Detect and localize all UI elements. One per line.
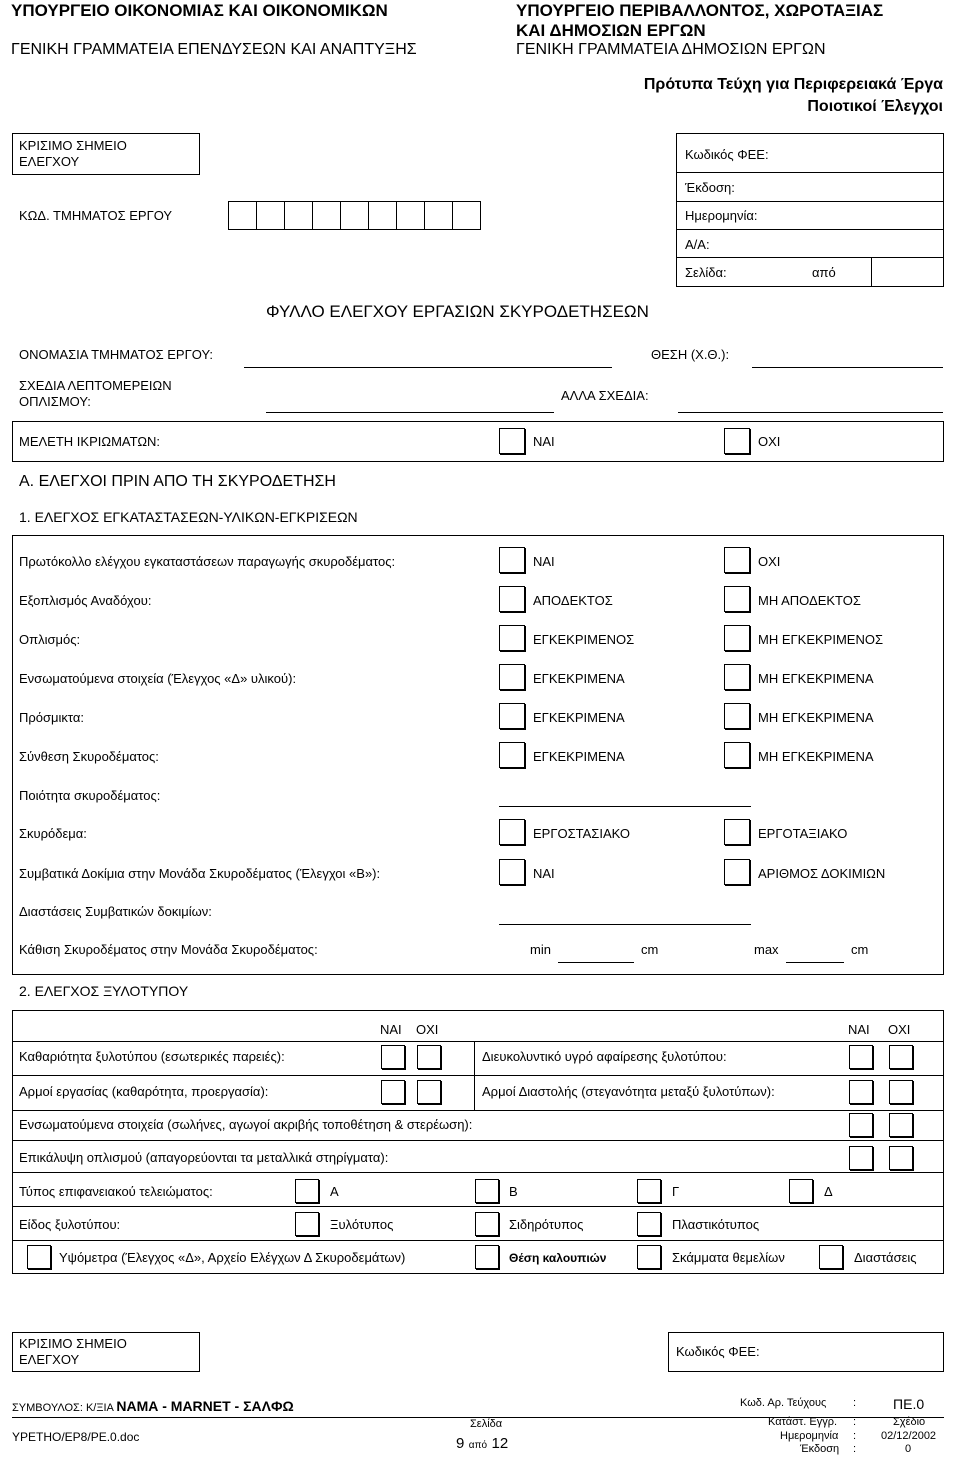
rebar-drawings-label [19,378,172,410]
finish-a-checkbox[interactable] [295,1179,319,1203]
site-concrete-label: ΕΡΓΟΤΑΞΙΑΚΟ [758,826,848,841]
row-divider [12,1206,944,1207]
specimens-label: Συμβατικά Δοκίμια στην Μονάδα Σκυροδέματος (Έλεγχοι «Β»): [19,866,381,881]
plastic-formwork-checkbox[interactable] [637,1212,661,1236]
finish-a-label: Α [330,1184,339,1199]
position-label: ΘΕΣΗ (Χ.Θ.): [651,347,730,362]
slump-min-unit: cm [641,942,659,957]
specimens-count-checkbox[interactable] [724,859,750,885]
wood-formwork-label: Ξυλότυπος [330,1217,394,1232]
row-divider [12,1110,944,1111]
option2-checkbox[interactable] [724,742,750,768]
specimen-dims-label: Διαστάσεις Συμβατικών δοκιμίων: [19,904,212,919]
position-field[interactable] [752,367,943,368]
rebar-cover-label: Επικάλυψη οπλισμού (απαγορεύονται τα μεταλλικά στηρίγματα): [19,1150,389,1165]
section-name-field[interactable] [244,367,612,368]
formwork-no-checkbox[interactable] [724,428,750,454]
dimensions-label: Διαστάσεις [854,1250,917,1265]
page-of-word: από [468,1440,488,1451]
meta-sep: : [853,1397,857,1409]
option1-label: ΕΓΚΕΚΡΙΜΕΝΑ [533,749,625,764]
consultant [12,1398,294,1414]
code-cell[interactable] [256,201,285,230]
expansion-joints-yes-checkbox[interactable] [849,1080,873,1104]
bottom-critical-point-label [19,1336,127,1368]
row-divider [12,1075,944,1076]
levels-checkbox[interactable] [27,1245,51,1269]
meta-key: Κατάστ. Εγγρ. [768,1416,838,1428]
finish-d-label: Δ [824,1184,833,1199]
info-divider [676,257,944,258]
formwork-yes-checkbox[interactable] [499,428,525,454]
code-cell[interactable] [312,201,341,230]
finish-b-label: Β [509,1184,518,1199]
consultant-names: ΝΑΜΑ - MARNET - ΣΑΛΦΩ [116,1398,294,1414]
option1-checkbox[interactable] [499,703,525,729]
meta-key: Έκδοση [800,1443,840,1455]
option2-checkbox[interactable] [724,664,750,690]
check-row-label: Οπλισμός: [19,632,81,647]
mold-position-checkbox[interactable] [475,1245,499,1269]
right-ministry-line1: ΥΠΟΥΡΓΕΙΟ ΠΕΡΙΒΑΛΛΟΝΤΟΣ, ΧΩΡΟΤΑΞΙΑΣ [516,1,884,20]
option2-label: ΟΧΙ [758,554,781,569]
cleanliness-label: Καθαριότητα ξυλοτύπου (εσωτερικές παρειές): [19,1049,285,1064]
work-joints-label: Αρμοί εργασίας (καθαρότητα, προεργασία): [19,1084,269,1099]
surface-finish-label: Τύπος επιφανειακού τελειώματος: [19,1184,213,1199]
foundation-pits-label: Σκάμματα θεμελίων [672,1250,785,1265]
option2-checkbox[interactable] [724,703,750,729]
bottom-critical-point-line2: ΕΛΕΓΧΟΥ [19,1352,80,1367]
option1-label: ΕΓΚΕΚΡΙΜΕΝΑ [533,710,625,725]
rebar-drawings-line1: ΣΧΕΔΙΑ ΛΕΠΤΟΜΕΡΕΙΩΝ [19,378,172,393]
check-row-label: Εξοπλισμός Αναδόχου: [19,593,152,608]
code-cell[interactable] [424,201,453,230]
check-row-label: Πρωτόκολλο ελέγχου εγκαταστάσεων παραγωγής σκυροδέματος: [19,554,396,569]
row-divider [12,1041,944,1042]
check-row-label: Πρόσμικτα: [19,710,84,725]
section-2-title: 2. ΕΛΕΓΧΟΣ ΞΥΛΟΤΥΠΟΥ [19,983,189,999]
option1-checkbox[interactable] [499,664,525,690]
embedded-items-label: Ενσωματούμενα στοιχεία (σωλήνες, αγωγοί ακριβής τοποθέτηση & στερέωση): [19,1117,473,1132]
formwork-yes-label: ΝΑΙ [533,434,555,449]
section-a-title: Α. ΕΛΕΓΧΟΙ ΠΡΙΝ ΑΠΟ ΤΗ ΣΚΥΡΟΔΕΤΗΣΗ [19,473,336,490]
no-header-right: ΟΧΙ [888,1022,911,1037]
slump-max-field[interactable] [786,962,844,963]
page-total: 12 [491,1435,509,1452]
critical-point-label [19,138,127,170]
option2-label: ΜΗ ΑΠΟΔΕΚΤΟΣ [758,593,861,608]
row-divider [12,1240,944,1241]
column-divider [474,1041,475,1111]
specimens-yes-label: ΝΑΙ [533,866,555,881]
rebar-cover-yes-checkbox[interactable] [849,1146,873,1170]
left-secretariat: ΓΕΝΙΚΗ ΓΡΑΜΜΑΤΕΙΑ ΕΠΕΝΔΥΣΕΩΝ ΚΑΙ ΑΝΑΠΤΥΞΗΣ [11,41,417,58]
other-drawings-field[interactable] [678,412,943,413]
option1-label: ΕΓΚΕΚΡΙΜΕΝΑ [533,671,625,686]
concrete-quality-field[interactable] [499,806,751,807]
option2-label: ΜΗ ΕΓΚΕΚΡΙΜΕΝΑ [758,671,874,686]
check-row-label: Ενσωματούμενα στοιχεία (Έλεγχος «Δ» υλικού): [19,671,297,686]
info-divider [676,229,944,230]
code-cell[interactable] [340,201,369,230]
bottom-critical-point-line1: ΚΡΙΣΙΜΟ ΣΗΜΕΙΟ [19,1336,127,1351]
finish-c-label: Γ [672,1184,680,1199]
work-joints-no-checkbox[interactable] [417,1080,441,1104]
left-ministry: ΥΠΟΥΡΓΕΙΟ ΟΙΚΟΝΟΜΙΑΣ ΚΑΙ ΟΙΚΟΝΟΜΙΚΩΝ [11,1,388,20]
slump-max-unit: cm [851,942,869,957]
factory-concrete-checkbox[interactable] [499,819,525,845]
page-label: Σελίδα: [685,265,727,280]
meta-sep: : [853,1430,857,1442]
page-word: Σελίδα [470,1418,503,1430]
code-cell[interactable] [396,201,425,230]
meta-value: 0 [905,1443,912,1455]
rebar-drawings-field[interactable] [266,412,554,413]
critical-point-line1: ΚΡΙΣΙΜΟ ΣΗΜΕΙΟ [19,138,127,153]
doc-title-1: Πρότυπα Τεύχη για Περιφερειακά Έργα [643,76,943,93]
slump-max-label: max [754,942,779,957]
serial-label: Α/Α: [685,237,710,252]
cleanliness-yes-checkbox[interactable] [381,1045,405,1069]
meta-sep: : [853,1416,857,1428]
wood-formwork-checkbox[interactable] [295,1212,319,1236]
option1-checkbox[interactable] [499,625,525,651]
row-divider [12,1172,944,1173]
option1-checkbox[interactable] [499,547,525,573]
steel-formwork-label: Σιδηρότυπος [509,1217,584,1232]
option2-checkbox[interactable] [724,625,750,651]
dimensions-checkbox[interactable] [819,1245,843,1269]
specimens-yes-checkbox[interactable] [499,859,525,885]
critical-point-line2: ΕΛΕΓΧΟΥ [19,154,80,169]
steel-formwork-checkbox[interactable] [475,1212,499,1236]
code-cell[interactable] [368,201,397,230]
slump-label: Κάθιση Σκυροδέματος στην Μονάδα Σκυροδέματος: [19,942,318,957]
yes-header-left: ΝΑΙ [380,1022,402,1037]
specimens-count-label: ΑΡΙΘΜΟΣ ΔΟΚΙΜΙΩΝ [758,866,886,881]
factory-concrete-label: ΕΡΓΟΣΤΑΣΙΑΚΟ [533,826,630,841]
no-header-left: ΟΧΙ [416,1022,439,1037]
plastic-formwork-label: Πλαστικότυπος [672,1217,760,1232]
filename: ΥΡΕΤΗΟ/ΕΡ8/ΡΕ.0.doc [12,1430,140,1444]
option2-label: ΜΗ ΕΓΚΕΚΡΙΜΕΝΑ [758,710,874,725]
bottom-fee-code-label: Κωδικός ΦΕΕ: [676,1344,760,1359]
yes-header-right: ΝΑΙ [848,1022,870,1037]
concrete-type-label: Σκυρόδεμα: [19,826,87,841]
page-of-label: από [812,265,836,280]
formwork-study-label: ΜΕΛΕΤΗ ΙΚΡΙΩΜΑΤΩΝ: [19,434,161,449]
slump-min-label: min [530,942,551,957]
finish-c-checkbox[interactable] [637,1179,661,1203]
meta-value: ΠΕ.0 [893,1396,925,1412]
rebar-drawings-line2: ΟΠΛΙΣΜΟΥ: [19,394,91,409]
option1-label: ΕΓΚΕΚΡΙΜΕΝΟΣ [533,632,635,647]
fee-code-label: Κωδικός ΦΕΕ: [685,147,769,162]
project-section-code-label: ΚΩΔ. ΤΜΗΜΑΤΟΣ ΕΡΓΟΥ [19,208,173,223]
meta-key: Κωδ. Αρ. Τεύχους [740,1397,827,1409]
finish-d-checkbox[interactable] [789,1179,813,1203]
formwork-type-label: Είδος ξυλοτύπου: [19,1217,121,1232]
foundation-pits-checkbox[interactable] [637,1245,661,1269]
code-cell[interactable] [452,201,481,230]
embedded-yes-checkbox[interactable] [849,1113,873,1137]
formwork-no-label: ΟΧΙ [758,434,781,449]
option2-label: ΜΗ ΕΓΚΕΚΡΙΜΕΝΑ [758,749,874,764]
release-agent-label: Διευκολυντικό υγρό αφαίρεσης ξυλοτύπου: [482,1049,727,1064]
code-cell[interactable] [284,201,313,230]
option1-checkbox[interactable] [499,586,525,612]
info-divider [676,201,944,202]
edition-label: Έκδοση: [685,180,735,195]
work-joints-yes-checkbox[interactable] [381,1080,405,1104]
code-cell[interactable] [228,201,257,230]
right-ministry-line2: ΚΑΙ ΔΗΜΟΣΙΩΝ ΕΡΓΩΝ [516,21,706,40]
meta-sep: : [853,1443,857,1455]
option1-label: ΑΠΟΔΕΚΤΟΣ [533,593,613,608]
option2-checkbox[interactable] [724,547,750,573]
meta-value: 02/12/2002 [881,1430,937,1442]
section-name-label: ΟΝΟΜΑΣΙΑ ΤΜΗΜΑΤΟΣ ΕΡΓΟΥ: [19,347,214,362]
option1-checkbox[interactable] [499,742,525,768]
finish-b-checkbox[interactable] [475,1179,499,1203]
doc-title-2: Ποιοτικοί Έλεγχοι [807,98,943,115]
expansion-joints-no-checkbox[interactable] [889,1080,913,1104]
levels-label: Υψόμετρα (Έλεγχος «Δ», Αρχείο Ελέγχων Δ Σκυροδεμάτων) [59,1250,406,1265]
concrete-quality-label: Ποιότητα σκυροδέματος: [19,788,161,803]
option2-label: ΜΗ ΕΓΚΕΚΡΙΜΕΝΟΣ [758,632,883,647]
slump-min-field[interactable] [558,962,634,963]
info-divider [676,172,944,173]
release-agent-yes-checkbox[interactable] [849,1045,873,1069]
release-agent-no-checkbox[interactable] [889,1045,913,1069]
cleanliness-no-checkbox[interactable] [417,1045,441,1069]
embedded-no-checkbox[interactable] [889,1113,913,1137]
option2-checkbox[interactable] [724,586,750,612]
form-title: ΦΥΛΛΟ ΕΛΕΓΧΟΥ ΕΡΓΑΣΙΩΝ ΣΚΥΡΟΔΕΤΗΣΕΩΝ [266,302,649,321]
page-number: 9 [456,1435,465,1452]
row-divider [12,1140,944,1141]
site-concrete-checkbox[interactable] [724,819,750,845]
date-label: Ημερομηνία: [685,208,758,223]
option1-label: ΝΑΙ [533,554,555,569]
rebar-cover-no-checkbox[interactable] [889,1146,913,1170]
section-a-sub1: 1. ΕΛΕΓΧΟΣ ΕΓΚΑΤΑΣΤΑΣΕΩΝ-ΥΛΙΚΩΝ-ΕΓΚΡΙΣΕΩΝ [19,509,358,525]
meta-value: Σχέδιο [893,1416,926,1428]
meta-key: Ημερομηνία [780,1430,839,1442]
other-drawings-label: ΑΛΛΑ ΣΧΕΔΙΑ: [561,388,649,403]
expansion-joints-label: Αρμοί Διαστολής (στεγανότητα μεταξύ ξυλοτύπων): [482,1084,775,1099]
mold-position-label: Θέση καλουπιών [509,1251,607,1265]
right-secretariat: ΓΕΝΙΚΗ ΓΡΑΜΜΑΤΕΙΑ ΔΗΜΟΣΙΩΝ ΕΡΓΩΝ [516,41,826,58]
check-row-label: Σύνθεση Σκυροδέματος: [19,749,159,764]
page-of-divider [871,257,872,287]
consultant-prefix: ΣΥΜΒΟΥΛΟΣ: Κ/ΞΙΑ [12,1402,114,1414]
specimen-dims-field[interactable] [499,924,751,925]
page-indicator [456,1435,508,1453]
